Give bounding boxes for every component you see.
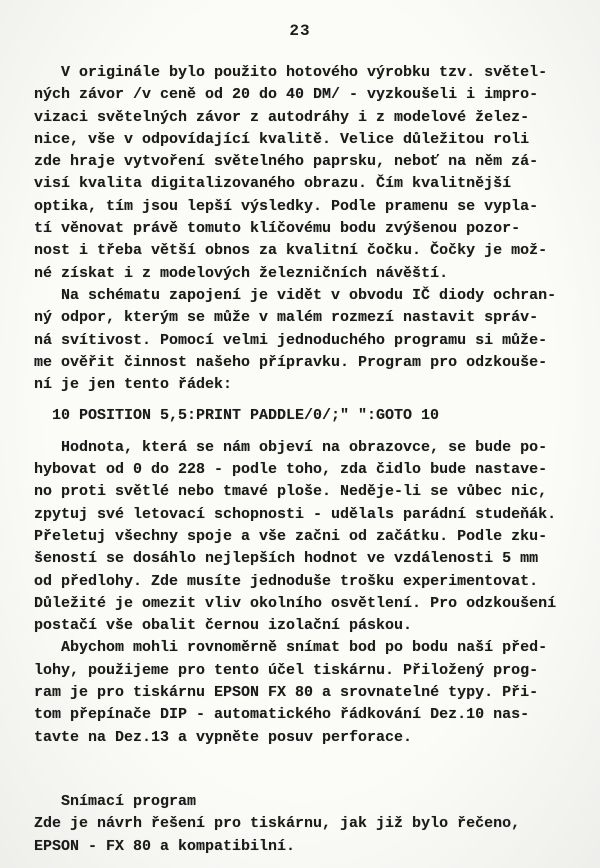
paragraph-block <box>34 437 572 638</box>
text-line: od předlohy. Zde musíte jednoduše trošku experimentovat. <box>34 572 539 590</box>
paragraph-block <box>34 285 572 396</box>
page-body <box>34 62 572 858</box>
text-line: postačí vše obalit černou izolační páskou. <box>34 617 413 635</box>
text-line: Hodnota, která se nám objeví na obrazovce, se bude po- <box>61 438 548 456</box>
text-line: zde hraje vytvoření světelného paprsku, neboť na něm zá- <box>34 153 539 171</box>
text-line: Na schématu zapojení je vidět v obvodu IČ diody ochran- <box>61 286 557 304</box>
text-line: né získat i z modelových železničních návěští. <box>34 264 449 282</box>
text-line: šeností se dosáhlo nejlepších hodnot ve vzdálenosti 5 mm <box>34 550 539 568</box>
text-line: V originále bylo použito hotového výrobku tzv. světel- <box>61 64 548 81</box>
text-line: ram je pro tiskárnu EPSON FX 80 a srovnatelné typy. Při- <box>34 684 539 702</box>
text-line: Důležité je omezit vliv okolního osvětlení. Pro odzkoušení <box>34 594 557 612</box>
text-line: tom přepínače DIP - automatického řádkování Dez.10 nas- <box>34 706 530 724</box>
text-line: Abychom mohli rovnoměrně snímat bod po bodu naší před- <box>61 639 548 657</box>
paragraph-block <box>34 62 572 285</box>
section-heading: Snímací program <box>61 792 197 810</box>
text-line: ní je jen tento řádek: <box>34 376 233 394</box>
text-line: tí věnovat právě tomuto klíčovému bodu zvýšenou pozor- <box>34 220 521 238</box>
text-line: me ověřit činnost našeho přípravku. Program pro odzkouše- <box>34 353 548 371</box>
text-line: ná svítivost. Pomocí velmi jednoduchého programu si může- <box>34 331 548 349</box>
text-line: vizaci světelných závor z autodráhy i z modelové želez- <box>34 108 530 126</box>
text-line: visí kvalita digitalizovaného obrazu. Čím kvalitnější <box>34 175 512 193</box>
text-line: zpytuj své letovací schopnosti - udělals parádní studeňák. <box>34 505 557 523</box>
code-line: 10 POSITION 5,5:PRINT PADDLE/0/;" ":GOTO 10 <box>52 407 440 425</box>
text-line: lohy, použijeme pro tento účel tiskárnu. Přiložený prog- <box>34 661 539 679</box>
text-line: hybovat od 0 do 228 - podle toho, zda čidlo bude nastave- <box>34 461 548 479</box>
heading-block <box>34 791 572 813</box>
text-line: EPSON - FX 80 a kompatibilní. <box>34 837 296 855</box>
text-line: tavte na Dez.13 a vypněte posuv perforace. <box>34 728 413 746</box>
text-line: no proti světlé nebo tmavé ploše. Neděje-li se vůbec nic, <box>34 483 548 501</box>
text-line: ný odpor, kterým se může v malém rozmezí nastavit správ- <box>34 309 539 327</box>
text-line: nost i třeba větší obnos za kvalitní čočku. Čočky je mož- <box>34 242 548 260</box>
text-line: nice, vše v odpovídající kvalitě. Velice důležitou roli <box>34 130 530 148</box>
text-line: Přeletuj všechny spoje a vše začni od začátku. Podle zku- <box>34 527 548 545</box>
code-block <box>34 405 572 427</box>
paragraph-block <box>34 813 572 858</box>
text-line: optika, tím jsou lepší výsledky. Podle pramenu se vypla- <box>34 197 539 215</box>
page-number: 23 <box>289 22 311 40</box>
text-line: ných závor /v ceně od 20 do 40 DM/ - vyzkoušeli i impro- <box>34 86 539 104</box>
paragraph-block <box>34 637 572 748</box>
text-line: Zde je návrh řešení pro tiskárnu, jak již bylo řečeno, <box>34 815 521 833</box>
